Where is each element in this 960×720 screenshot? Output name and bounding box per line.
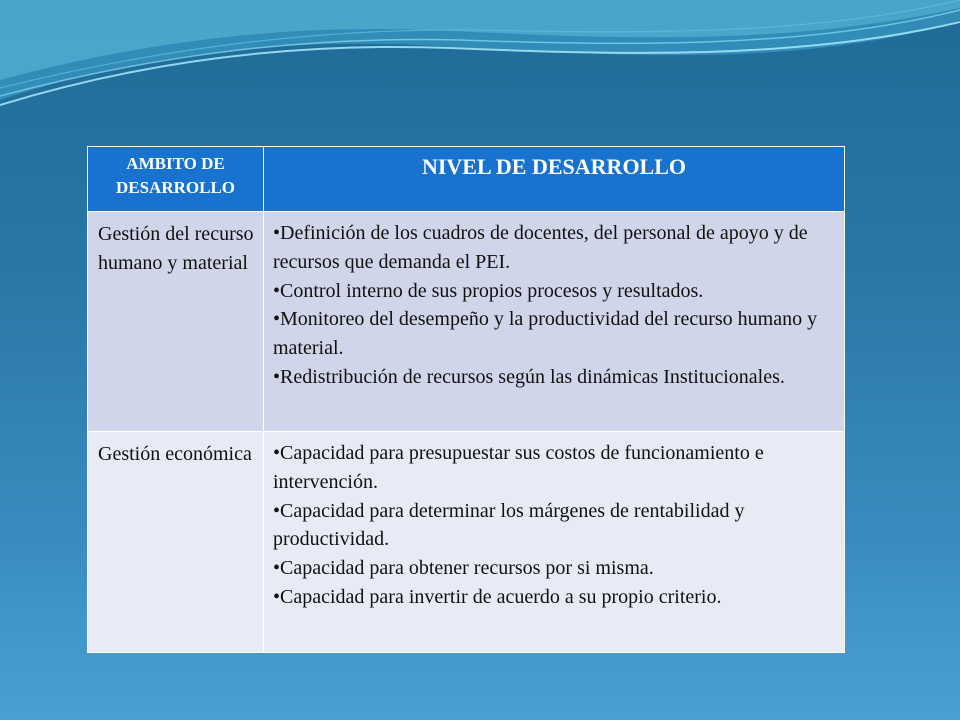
area-cell: Gestión económica [88, 432, 264, 653]
list-item: •Definición de los cuadros de docentes, del personal de apoyo y de recursos que demanda el PEI. [273, 222, 808, 273]
table-row [88, 432, 845, 653]
list-item: •Control interno de sus propios procesos y resultados. [273, 279, 704, 302]
list-item: •Capacidad para determinar los márgenes de rentabilidad y productividad. [273, 499, 745, 551]
items-cell [264, 432, 845, 653]
wave-decoration [0, 0, 960, 140]
header-ambito: AMBITO DE DESARROLLO [88, 147, 264, 212]
development-table [87, 146, 845, 653]
header-nivel: NIVEL DE DESARROLLO [264, 147, 845, 212]
table-header-row [88, 147, 845, 212]
items-cell [264, 212, 845, 432]
list-item: •Monitoreo del desempeño y la productividad del recurso humano y material. [273, 308, 818, 360]
list-item: •Redistribución de recursos según las dinámicas Institucionales. [273, 365, 785, 388]
list-item: •Capacidad para presupuestar sus costos de funcionamiento e intervención. [273, 442, 764, 493]
list-item: •Capacidad para invertir de acuerdo a su propio criterio. [273, 585, 722, 608]
table-row [88, 212, 845, 432]
list-item: •Capacidad para obtener recursos por si misma. [273, 557, 654, 580]
area-cell: Gestión del recurso humano y material [88, 212, 264, 432]
